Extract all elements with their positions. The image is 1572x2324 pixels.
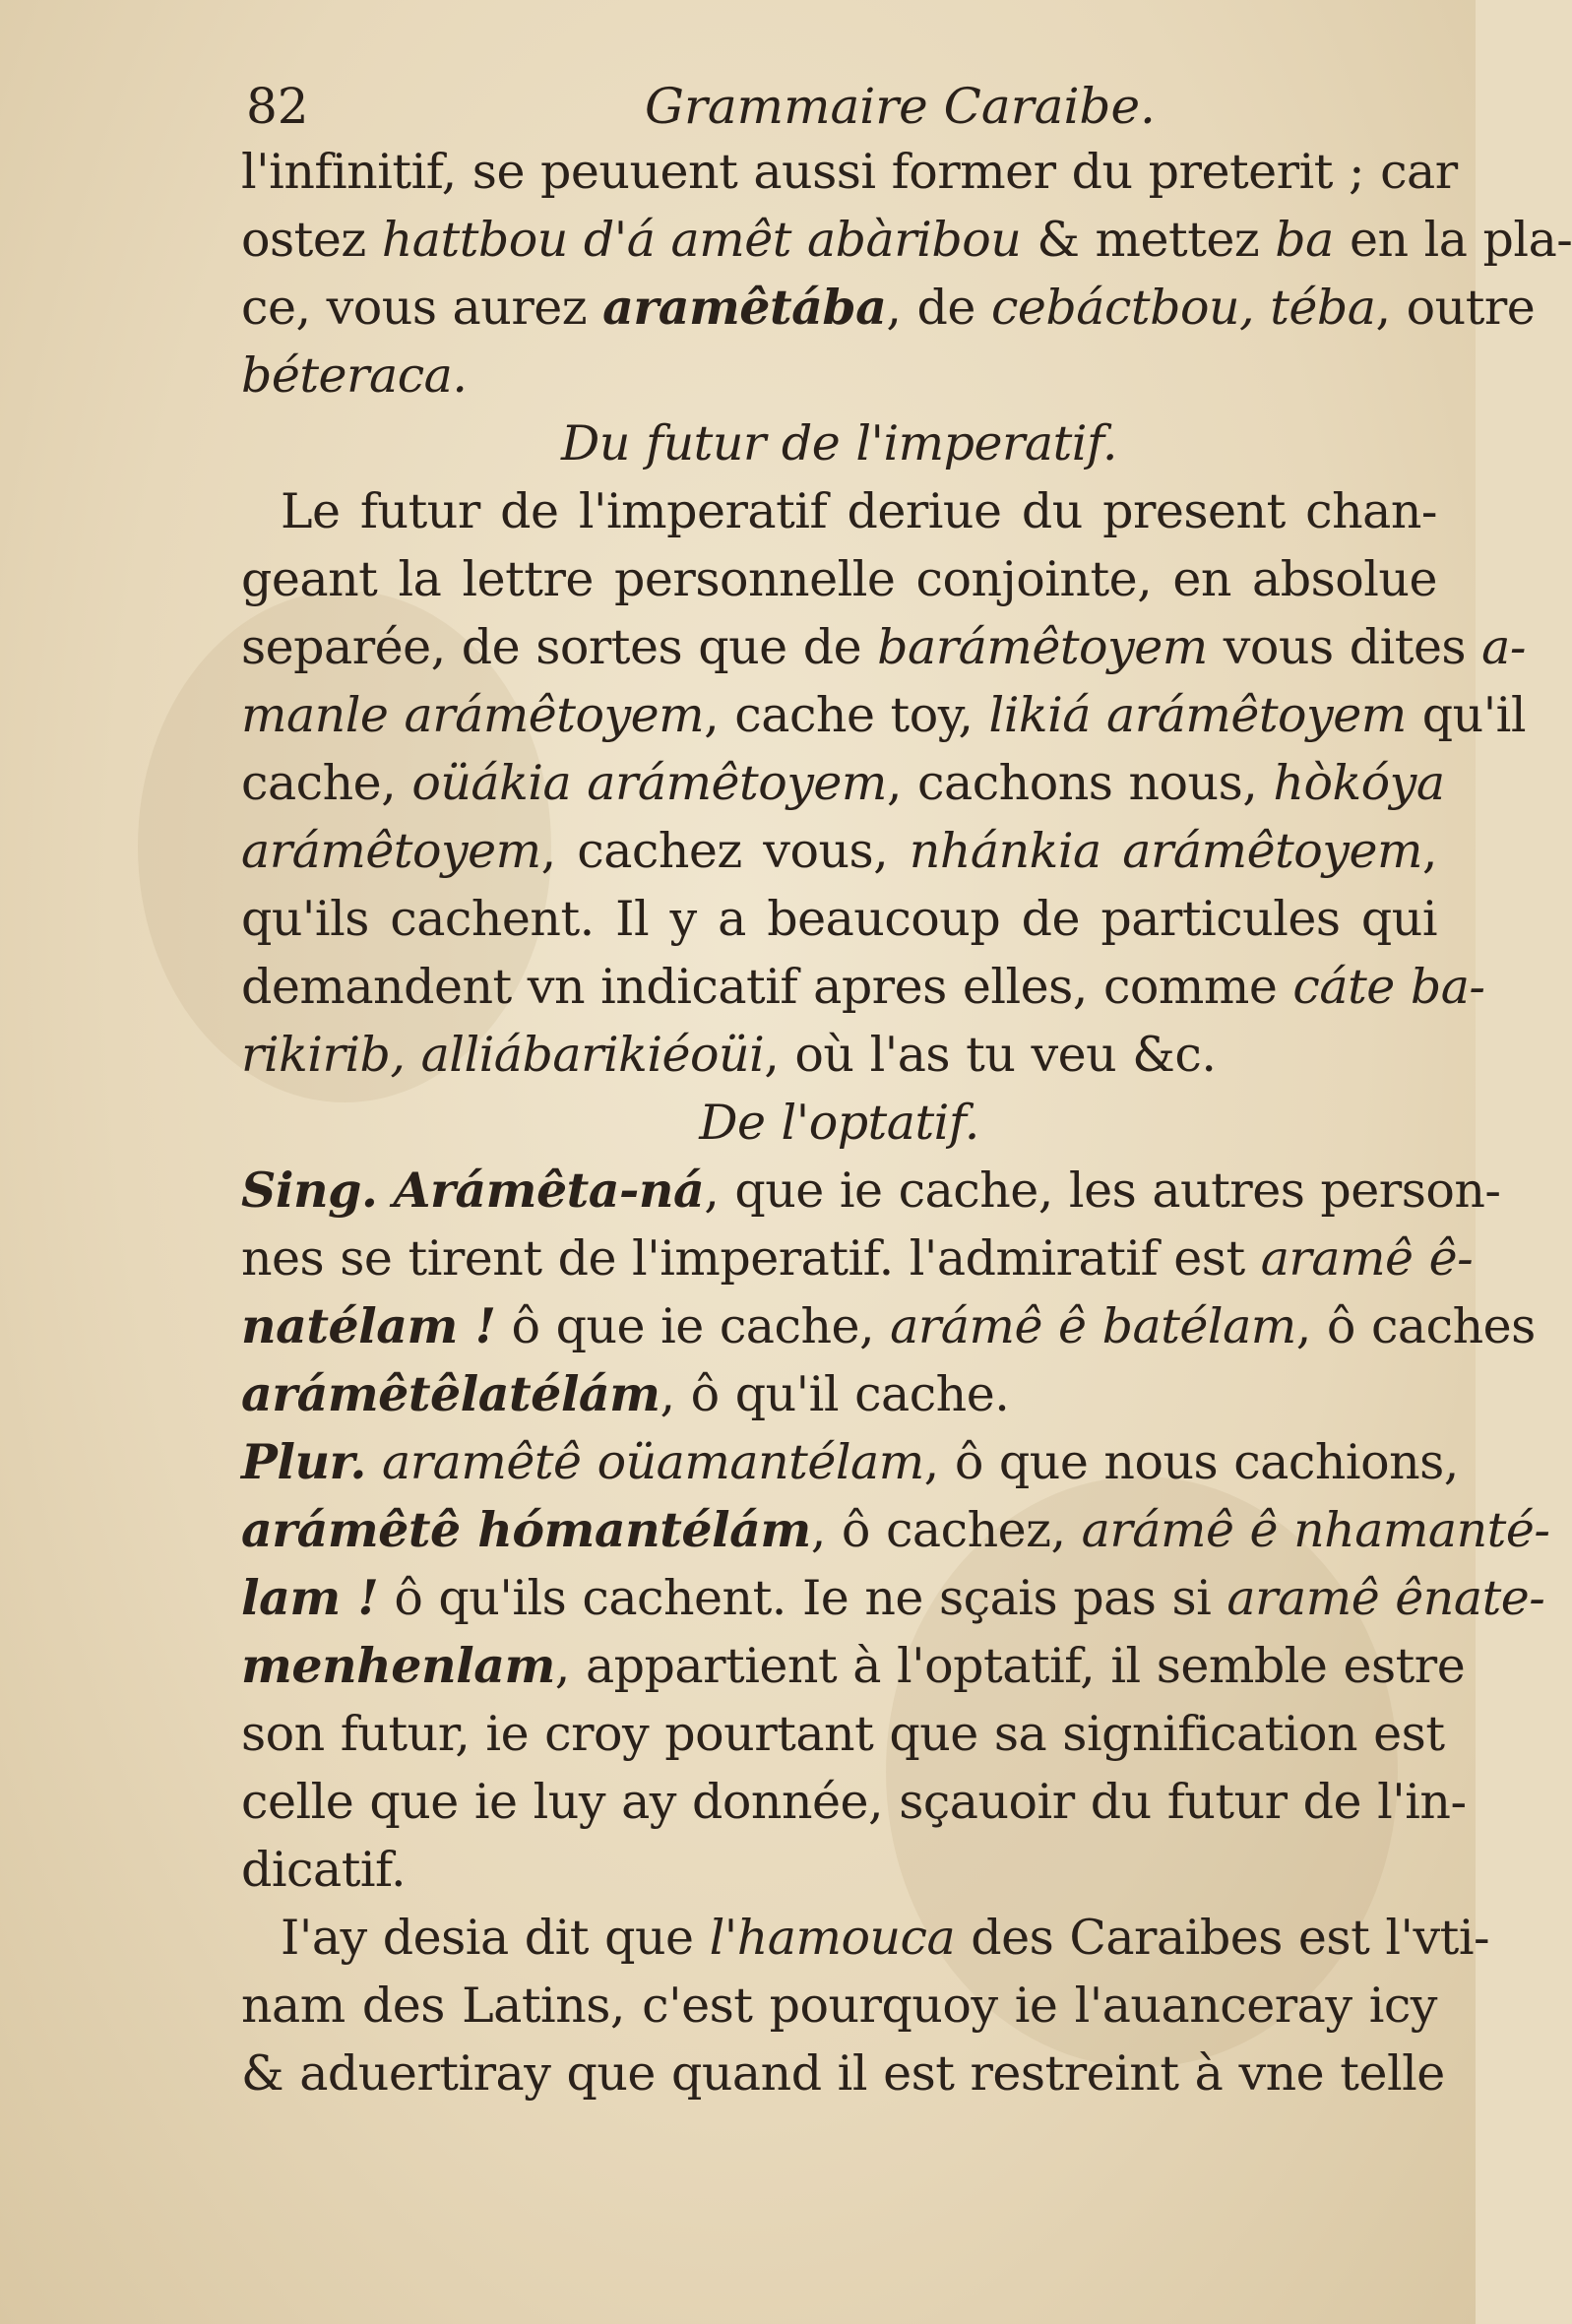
text-run	[377, 1162, 393, 1219]
text-line	[241, 138, 1458, 206]
text-run: , cachez vous,	[540, 823, 910, 879]
section-heading-optatif	[241, 1089, 1437, 1157]
italic-run: Du futur de l'imperatif.	[561, 415, 1117, 471]
text-run: , ô cachez,	[810, 1502, 1082, 1558]
italic-run: arámêtoyem	[241, 823, 541, 879]
italic-run: l'hamouca	[709, 1910, 956, 1966]
page-header	[246, 77, 1427, 136]
text-line	[241, 477, 1437, 545]
italic-run: cáte ba-	[1292, 959, 1485, 1015]
italic-run: arámê ê nhamanté-	[1081, 1502, 1550, 1558]
italic-run: rikirib, alliábarikiéoüi	[241, 1027, 765, 1083]
text-run: demandent vn indicatif apres elles, comme	[241, 959, 1293, 1015]
text-line	[241, 681, 1527, 749]
text-line	[241, 885, 1437, 953]
text-line	[241, 749, 1445, 817]
text-run: ostez	[241, 212, 382, 268]
italic-run: Sing.	[241, 1162, 378, 1219]
italic-run: arámêtêlatélám	[241, 1365, 660, 1422]
italic-run: arámê ê batélam	[890, 1298, 1296, 1354]
text-line	[241, 1360, 1437, 1428]
italic-run: nhánkia arámêtoyem	[909, 823, 1422, 879]
text-run: , ô que nous cachions,	[923, 1434, 1459, 1490]
text-line	[241, 1836, 1437, 1904]
text-line	[241, 1700, 1445, 1768]
text-run: ce, vous aurez	[241, 280, 603, 336]
text-run: nes se tirent de l'imperatif. l'admiratif est	[241, 1230, 1261, 1287]
italic-run: Arámêta-ná	[393, 1162, 705, 1219]
italic-run: aramê ê-	[1260, 1230, 1474, 1287]
text-run: nam des Latins, c'est pourquoy ie l'auanceray icy	[241, 1978, 1437, 2034]
text-line	[241, 1225, 1474, 1292]
text-run: qu'il	[1406, 687, 1527, 743]
text-line	[241, 342, 1437, 409]
text-run: Le futur de l'imperatif deriue du present chan-	[281, 483, 1437, 539]
italic-run: menhenlam	[241, 1637, 555, 1694]
italic-run: lam !	[241, 1569, 379, 1626]
text-line	[241, 545, 1437, 613]
text-run: ô que ie cache,	[495, 1298, 891, 1354]
text-line	[241, 1972, 1437, 2040]
italic-run: aramê ênate-	[1226, 1570, 1545, 1626]
text-run: & mettez	[1021, 212, 1276, 268]
text-line	[241, 953, 1485, 1021]
italic-run: likiá arámêtoyem	[988, 687, 1407, 743]
italic-run: aramêtê oüamantélam	[382, 1434, 924, 1490]
text-run: son futur, ie croy pourtant que sa signification est	[241, 1706, 1445, 1762]
italic-run: barámêtoyem	[877, 619, 1208, 675]
running-title: Grammaire Caraibe.	[645, 78, 1156, 135]
italic-run: manle arámêtoyem	[241, 687, 705, 743]
text-run: , ô qu'il cache.	[660, 1366, 1010, 1422]
text-run: separée, de sortes que de	[241, 619, 878, 675]
text-line	[241, 1564, 1545, 1632]
text-line	[241, 1904, 1490, 1972]
text-line	[241, 1428, 1459, 1496]
text-run: ô qu'ils cachent. Ie ne sçais pas si	[378, 1570, 1227, 1626]
text-line	[241, 1292, 1536, 1360]
text-run: , ô caches	[1295, 1298, 1536, 1354]
text-run: , que ie cache, les autres person-	[704, 1162, 1501, 1219]
italic-run: béteraca.	[241, 347, 468, 404]
text-run	[366, 1434, 382, 1490]
text-run: I'ay desia dit que	[281, 1910, 710, 1966]
italic-run: De l'optatif.	[699, 1095, 979, 1151]
text-run: geant la lettre personnelle conjointe, en absolue	[241, 551, 1437, 607]
italic-run: cebáctbou, téba	[990, 280, 1376, 336]
text-run: & aduertiray que quand il est restreint à vne telle	[241, 2045, 1445, 2102]
page-number: 82	[246, 78, 309, 135]
italic-run: hòkóya	[1273, 755, 1445, 811]
text-run: vous dites	[1207, 619, 1482, 675]
text-line	[241, 206, 1572, 274]
text-run: , cache toy,	[704, 687, 989, 743]
text-line	[241, 817, 1437, 885]
text-line	[241, 274, 1536, 342]
text-run: , cachons nous,	[886, 755, 1274, 811]
text-line	[241, 613, 1526, 681]
italic-run: Plur.	[241, 1433, 366, 1490]
text-run: , de	[886, 280, 991, 336]
text-run: des Caraibes est l'vti-	[955, 1910, 1490, 1966]
text-run: l'infinitif, se peuuent aussi former du preterit ; car	[241, 144, 1458, 200]
text-line	[241, 2040, 1445, 2107]
italic-run: aramêtába	[602, 279, 887, 336]
italic-run: ba	[1275, 212, 1334, 268]
text-run: cache,	[241, 755, 412, 811]
italic-run: arámêtê hómantélám	[241, 1501, 811, 1558]
text-run: , où l'as tu veu &c.	[764, 1027, 1217, 1083]
text-run: , outre	[1375, 280, 1536, 336]
text-line	[241, 1632, 1466, 1700]
italic-run: a-	[1481, 619, 1526, 675]
italic-run: natélam !	[241, 1297, 496, 1354]
text-run: , appartient à l'optatif, il semble estre	[554, 1638, 1466, 1694]
text-line	[241, 1768, 1467, 1836]
text-run: ,	[1421, 823, 1437, 879]
text-run: qu'ils cachent. Il y a beaucoup de particules qui	[241, 891, 1437, 947]
text-run: dicatif.	[241, 1842, 407, 1898]
italic-run: oüákia arámêtoyem	[411, 755, 887, 811]
text-run: celle que ie luy ay donnée, sçauoir du futur de l'in-	[241, 1774, 1467, 1830]
text-run: en la pla-	[1333, 212, 1572, 268]
text-line	[241, 1496, 1550, 1564]
text-line	[241, 1021, 1437, 1089]
text-line	[241, 1157, 1501, 1225]
body-text	[241, 138, 1572, 2107]
italic-run: hattbou d'á amêt abàribou	[381, 212, 1022, 268]
section-heading-imperatif-futur	[241, 409, 1437, 477]
